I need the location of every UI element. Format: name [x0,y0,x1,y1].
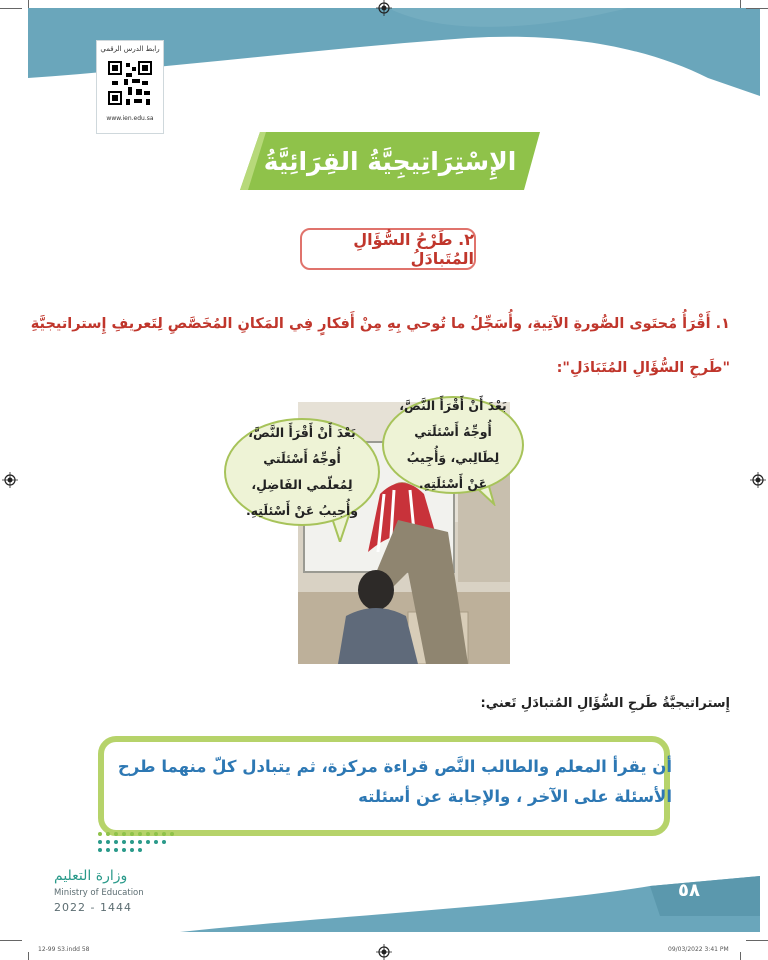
digital-lesson-qr-card[interactable] [96,40,164,134]
crop-mark [0,8,22,9]
registration-mark-icon [376,0,392,16]
crop-mark [740,0,741,8]
qr-url: www.ien.edu.sa [106,115,154,122]
registration-mark-icon [750,472,766,488]
edition-year: 2022 - 1444 [54,901,132,914]
registration-mark-icon [376,944,392,960]
print-slug-date: 09/03/2022 3:41 PM [668,946,729,953]
crop-mark [740,952,741,960]
print-slug-file: 12-99 S3.indd 58 [38,946,90,953]
instruction-line-1: ١. أَقْرَأُ مُحتَوى الصُّورةِ الآتِيةِ، وأُسَجِّلُ ما تُوحي بِهِ مِنْ أَفكارٍ فِي المَكانِ المُخَصَّصِ لِتَعريفِ إِستراتيجيَّةِ [30,316,730,332]
qr-label: رابط الدرس الرقمي [100,45,160,53]
page-title: الإِسْتِرَاتِيجِيَّةُ القِرَائِيَّةُ [263,146,517,176]
teacher-speech-bubble [382,396,524,494]
page-number: ٥٨ [678,880,700,901]
ministry-name-arabic: وزارة التعليم [54,868,128,884]
crop-mark [746,8,768,9]
qr-code-icon[interactable] [106,59,154,107]
teacher-speech-text: بَعْدَ أَنْ أَقْرَأَ النَّصَّ، أُوجِّهُ أَسْئلَتي لِطَالِبي، وَأُجِيبُ عَنْ أَسْئلَتِهِ. [399,398,507,491]
instruction-line-2: "طَرحِ السُّؤَالِ المُتَبَادَلِ": [556,360,730,376]
crop-mark [28,0,29,8]
definition-text: أن يقرأ المعلم والطالب النَّص قراءة مركزة، ثم يتبادل كلّ منهما طرح الأسئلة على الآخر ، والإجابة عن أسئلته [117,757,672,806]
registration-mark-icon [2,472,18,488]
crop-mark [746,940,768,941]
crop-mark [0,940,22,941]
crop-mark [28,952,29,960]
bottom-banner [30,876,760,932]
instruction-text [30,302,730,390]
strategy-definition-heading: إِستراتيجيَّةُ طَرحِ السُّؤَالِ المُتبادَلِ تَعني: [480,696,730,711]
student-speech-text: بَعْدَ أَنْ أَقْرَأَ النَّصَّ، أُوجِّهُ أَسْئلَتي لِمُعلّمي الفَاضِلِ، وأُجيبُ عَنْ أَسْئلَتِهِ. [245,425,359,518]
ministry-logo-icon [96,830,180,858]
section-heading: ٢. طَرْحُ السُّؤَالِ المُتَبادَلُ [300,228,476,270]
student-speech-bubble [224,418,380,526]
ministry-name-english: Ministry of Education [54,888,144,898]
